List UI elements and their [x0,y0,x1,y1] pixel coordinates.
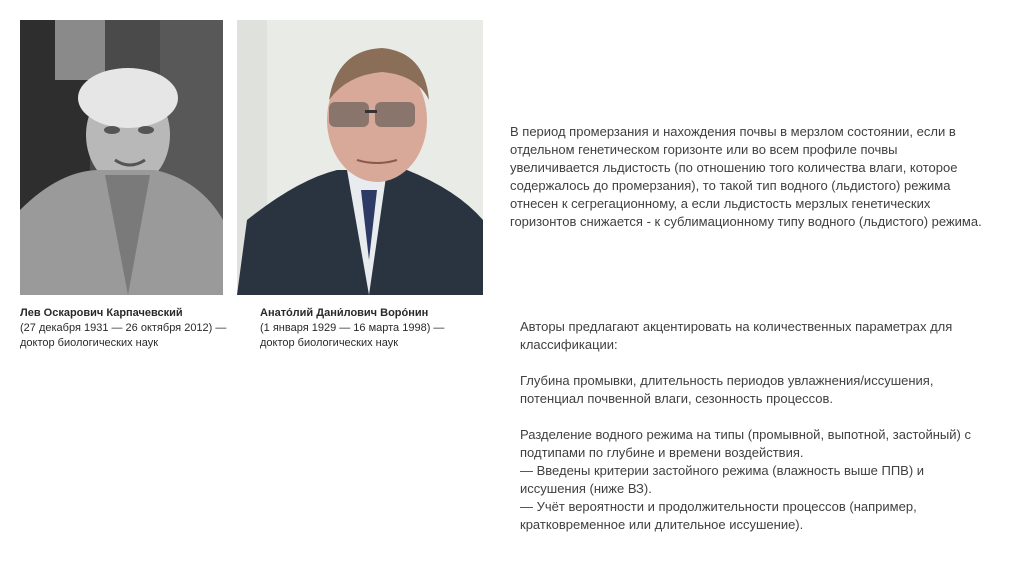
person-name: Анато́лий Дани́лович Воро́нин [260,307,429,319]
freezing-regime-paragraph: В период промерзания и нахождения почвы в мерзлом состоянии, если в отдельном генетическом горизонте или во всем профиле почвы увеличивается льдистость (по отношению того количества влаги, которое содержалось до промерзания), то такой тип водного (льдистого) режима отнесен к сегрегационному, а если льдистость мерзлых генетических горизонтов снижается - к сублимационному типу водного (льдистого) режима. [510,124,982,229]
criteria-paragraph: — Введены критерии застойного режима (влажность выше ППВ) и иссушения (ниже ВЗ). [520,463,925,496]
intro-paragraph: Авторы предлагают акцентировать на количественных параметрах для классификации: [520,319,953,352]
person-details: (27 декабря 1931 — 26 октября 2012) — доктор биологических наук [20,322,227,349]
voronin-caption [260,306,475,351]
person-details: (1 января 1929 — 16 марта 1998) — доктор биологических наук [260,322,445,349]
classification-text [520,318,990,534]
division-paragraph: Разделение водного режима на типы (промывной, выпотной, застойный) с подтипами по глубине и времени воздействия. [520,427,971,460]
karpachevsky-caption [20,306,235,351]
person-name: Лев Оскарович Карпачевский [20,307,183,319]
probability-paragraph: — Учёт вероятности и продолжительности процессов (например, кратковременное или длительное иссушение). [520,499,917,532]
voronin-portrait-image [237,20,483,295]
karpachevsky-portrait-photo [20,20,223,295]
parameters-paragraph: Глубина промывки, длительность периодов увлажнения/иссушения, потенциал почвенной влаги, сезонность процессов. [520,373,934,406]
karpachevsky-portrait-image [20,20,223,295]
voronin-portrait-photo [237,20,483,295]
